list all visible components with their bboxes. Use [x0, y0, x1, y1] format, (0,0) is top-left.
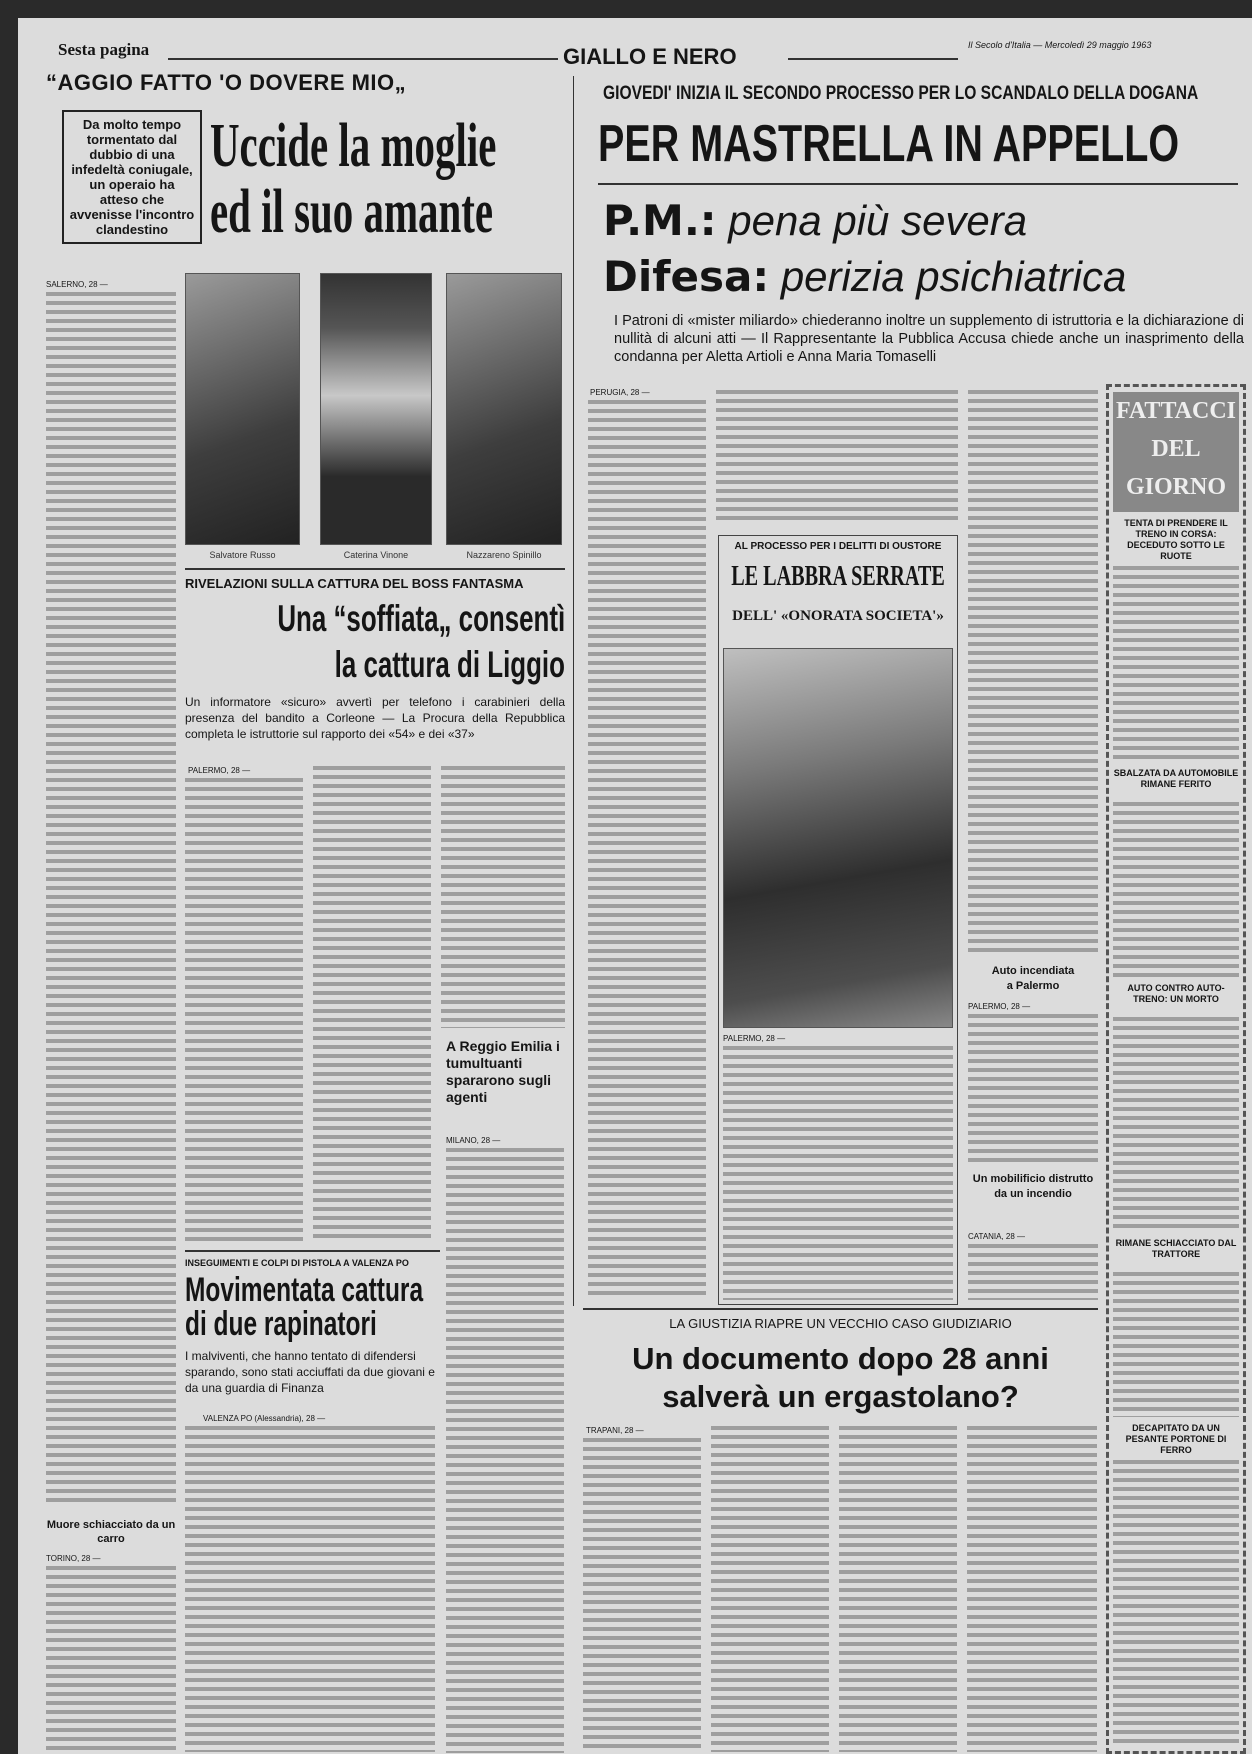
divider	[185, 568, 565, 570]
divider	[598, 183, 1238, 185]
dateline: TORINO, 28 —	[46, 1554, 101, 1563]
story-deck-line: P.M.: pena più severa	[603, 196, 1028, 245]
story-headline: Un documento dopo 28 anni salverà un ergastolano?	[632, 1341, 1049, 1414]
body-text	[46, 1566, 176, 1752]
story-headline: Una “soffiata„ consentì la cattura di Liggio	[277, 598, 565, 685]
story-kicker: INSEGUIMENTI E COLPI DI PISTOLA A VALENZA PO	[185, 1258, 409, 1268]
photo-caption: Caterina Vinone	[343, 550, 409, 560]
story-kicker: GIOVEDI' INIZIA IL SECONDO PROCESSO PER LO SCANDALO DELLA DOGANA	[603, 83, 1199, 104]
dateline: Il Secolo d'Italia — Mercoledì 29 maggio 1963	[968, 40, 1152, 50]
brief-headline: Auto incendiata a Palermo	[991, 965, 1075, 992]
dateline: PALERMO, 28 —	[968, 1002, 1031, 1011]
photo-caption: Salvatore Russo	[209, 550, 276, 560]
sidebar-item-heading: RIMANE SCHIACCIATO DAL TRATTORE	[1115, 1238, 1237, 1259]
story-summary: I malviventi, che hanno tentato di difendersi sparando, sono stati acciuffati da due giovani e da una guardia di Finanza	[185, 1349, 435, 1395]
story-kicker: RIVELAZIONI SULLA CATTURA DEL BOSS FANTASMA	[185, 576, 524, 591]
portrait-photo	[446, 273, 562, 545]
sidebar-item-heading: TENTA DI PRENDERE IL TRENO IN CORSA: DECEDUTO SOTTO LE RUOTE	[1124, 518, 1228, 561]
dateline: SALERNO, 28 —	[46, 280, 108, 289]
sidebar-item-heading: SBALZATA DA AUTOMOBILE RIMANE FERITO	[1113, 768, 1239, 789]
dateline: CATANIA, 28 —	[968, 1232, 1026, 1241]
body-text	[588, 400, 706, 1300]
body-text	[1113, 566, 1239, 761]
body-text	[839, 1426, 957, 1752]
dateline: PALERMO, 28 —	[723, 1034, 786, 1043]
body-text	[441, 766, 565, 1028]
story-headline: DELL' «ONORATA SOCIETA'»	[732, 608, 944, 624]
sidebar-item-heading: AUTO CONTRO AUTO-TRENO: UN MORTO	[1127, 983, 1225, 1004]
story-headline: Movimentata cattura di due rapinatori	[185, 1271, 424, 1343]
section-label: Sesta pagina	[58, 40, 150, 59]
dateline: VALENZA PO (Alessandria), 28 —	[203, 1414, 326, 1423]
dateline: TRAPANI, 28 —	[586, 1426, 644, 1435]
divider	[168, 58, 558, 60]
sidebar-title: FATTACCI DEL GIORNO	[1113, 392, 1239, 512]
photo-caption: Nazzareno Spinillo	[466, 550, 542, 560]
story-headline: LE LABBRA SERRATE	[731, 561, 945, 592]
body-text	[583, 1438, 701, 1752]
divider	[788, 58, 958, 60]
body-text	[968, 1244, 1098, 1300]
story-deck-line: Difesa: perizia psichiatrica	[603, 252, 1127, 301]
divider	[583, 1308, 1098, 1310]
masthead-title: GIALLO E NERO	[563, 44, 737, 69]
body-text	[723, 1046, 953, 1300]
story-headline: A Reggio Emilia i tumultuanti spararono sugli agenti	[446, 1038, 560, 1105]
body-text	[968, 1014, 1098, 1164]
story-kicker: AL PROCESSO PER I DELITTI DI OUSTORE	[734, 541, 942, 552]
body-text	[1113, 1460, 1239, 1743]
story-kicker: “AGGIO FATTO 'O DOVERE MIO„	[46, 70, 407, 95]
dateline: PALERMO, 28 —	[188, 766, 251, 775]
body-text	[1113, 802, 1239, 977]
newspaper-page	[18, 18, 1252, 1754]
body-text	[46, 292, 176, 1507]
body-text	[185, 1426, 435, 1752]
body-text	[716, 390, 958, 525]
body-text	[185, 778, 303, 1243]
body-text	[1113, 1272, 1239, 1417]
portrait-photo	[185, 273, 300, 545]
courtroom-photo	[723, 648, 953, 1028]
body-text	[313, 766, 431, 1243]
story-summary: Un informatore «sicuro» avvertì per telefono i carabinieri della presenza del bandito a Corleone — La Procura della Repubblica completa le istruttorie sul rapporto dei «54» e dei «37»	[185, 695, 565, 741]
body-text	[968, 390, 1098, 955]
sidebar-item-heading: DECAPITATO DA UN PESANTE PORTONE DI FERRO	[1125, 1423, 1227, 1455]
body-text	[967, 1426, 1097, 1752]
brief-headline: Un mobilificio distrutto da un incendio	[972, 1173, 1094, 1200]
story-summary: I Patroni di «mister miliardo» chiederanno inoltre un supplemento di istruttoria e la dichiarazione di nullità di alcuni atti — Il Rappresentante la Pubblica Accusa chiede anche un inasprimento della condanna per Aletta Artioli e Anna Maria Tomaselli	[614, 313, 1244, 365]
story-kicker: LA GIUSTIZIA RIAPRE UN VECCHIO CASO GIUDIZIARIO	[669, 1316, 1012, 1331]
portrait-photo	[320, 273, 432, 545]
divider	[185, 1250, 440, 1252]
story-summary-box: Da molto tempo tormentato dal dubbio di una infedeltà coniugale, un operaio ha atteso che avvenisse l'incontro clandestino	[62, 110, 202, 244]
body-text	[446, 1148, 564, 1753]
column-rule	[573, 76, 574, 1306]
story-headline: Muore schiacciato da un carro	[46, 1519, 176, 1545]
dateline: MILANO, 28 —	[446, 1136, 501, 1145]
dateline: PERUGIA, 28 —	[590, 388, 650, 397]
story-headline: PER MASTRELLA IN APPELLO	[598, 115, 1180, 173]
body-text	[1113, 1017, 1239, 1232]
story-headline: Uccide la moglie ed il suo amante	[210, 112, 497, 246]
body-text	[711, 1426, 829, 1752]
